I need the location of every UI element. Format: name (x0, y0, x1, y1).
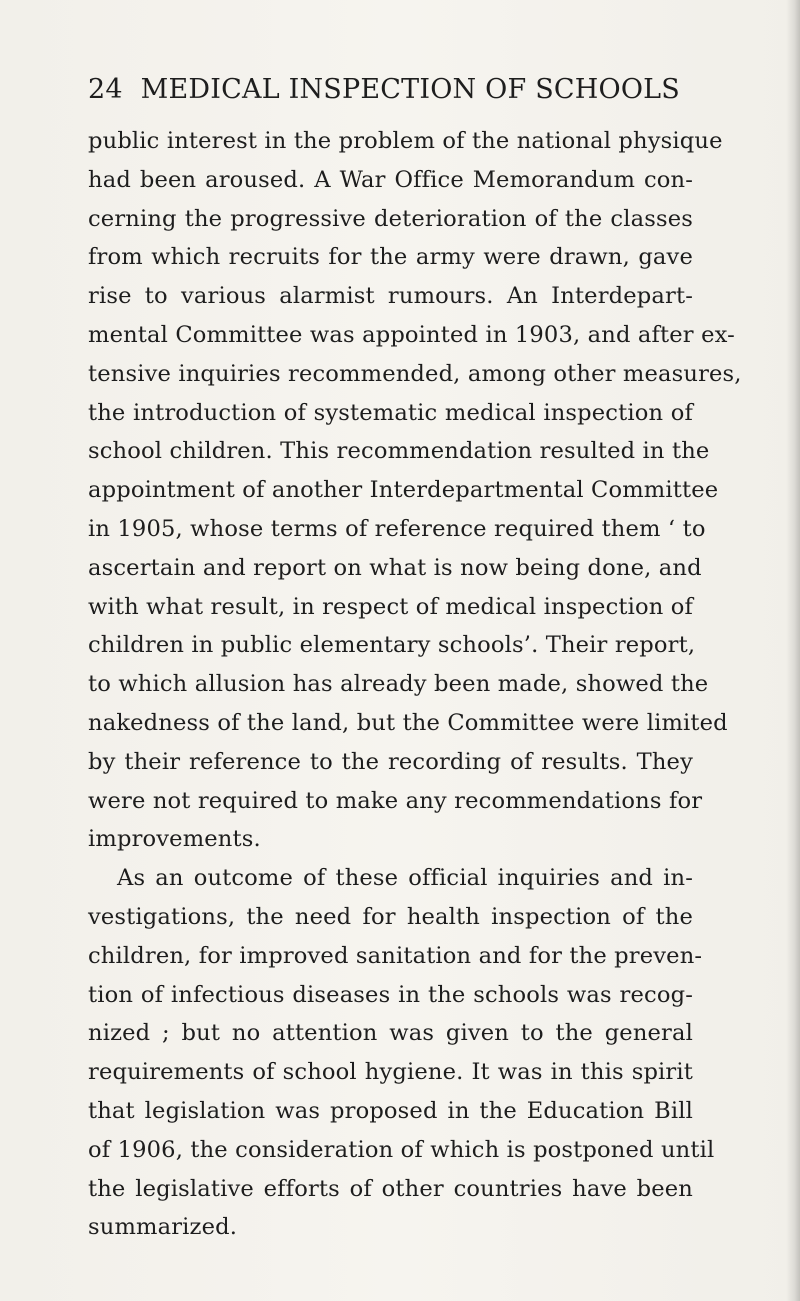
text-line: nized ; but no attention was given to the general (88, 1020, 693, 1047)
text-line: improvements. (88, 826, 261, 853)
text-line: that legislation was proposed in the Education Bill (88, 1097, 693, 1124)
text-line: public interest in the problem of the national physique (88, 128, 723, 154)
text-line: requirements of school hygiene. It was in this spirit (88, 1059, 693, 1086)
text-line: As an outcome of these official inquiries and in- (117, 865, 693, 892)
page-number: 24 (88, 74, 123, 105)
text-line: children, for improved sanitation and for the preven- (88, 942, 703, 969)
text-line: appointment of another Interdepartmental Committee (88, 477, 719, 504)
text-line: ascertain and report on what is now being done, and (88, 554, 702, 581)
text-line: had been aroused. A War Office Memorandum con- (88, 166, 693, 193)
running-head: MEDICAL INSPECTION OF SCHOOLS (140, 74, 680, 105)
text-line: vestigations, the need for health inspection of the (88, 903, 693, 930)
text-line: tion of infectious diseases in the schools was recog- (88, 981, 693, 1008)
text-line: of 1906, the consideration of which is postponed until (88, 1136, 715, 1163)
text-line: from which recruits for the army were drawn, gave (88, 244, 693, 271)
text-line: mental Committee was appointed in 1903, and after ex- (88, 321, 735, 348)
text-line: tensive inquiries recommended, among other measures, (88, 360, 742, 387)
text-line: in 1905, whose terms of reference required them ‘ to (88, 515, 706, 542)
page-header (88, 74, 680, 114)
text-line: children in public elementary schools’. Their report, (88, 632, 696, 659)
text-line: cerning the progressive deterioration of the classes (88, 205, 693, 232)
text-line: rise to various alarmist rumours. An Interdepart- (88, 283, 693, 310)
body-text (88, 122, 742, 1247)
text-line: with what result, in respect of medical inspection of (88, 593, 694, 620)
text-line: the introduction of systematic medical inspection of (88, 399, 693, 426)
page-edge-shadow (786, 0, 800, 1301)
text-line: to which allusion has already been made, showed the (88, 671, 709, 698)
text-line: by their reference to the recording of results. They (88, 748, 693, 775)
text-line: were not required to make any recommendations for (88, 787, 703, 814)
text-line: nakedness of the land, but the Committee were limited (88, 709, 728, 736)
text-line: school children. This recommendation resulted in the (88, 438, 710, 465)
text-line: the legislative efforts of other countries have been (88, 1175, 693, 1202)
text-line: summarized. (88, 1214, 238, 1241)
